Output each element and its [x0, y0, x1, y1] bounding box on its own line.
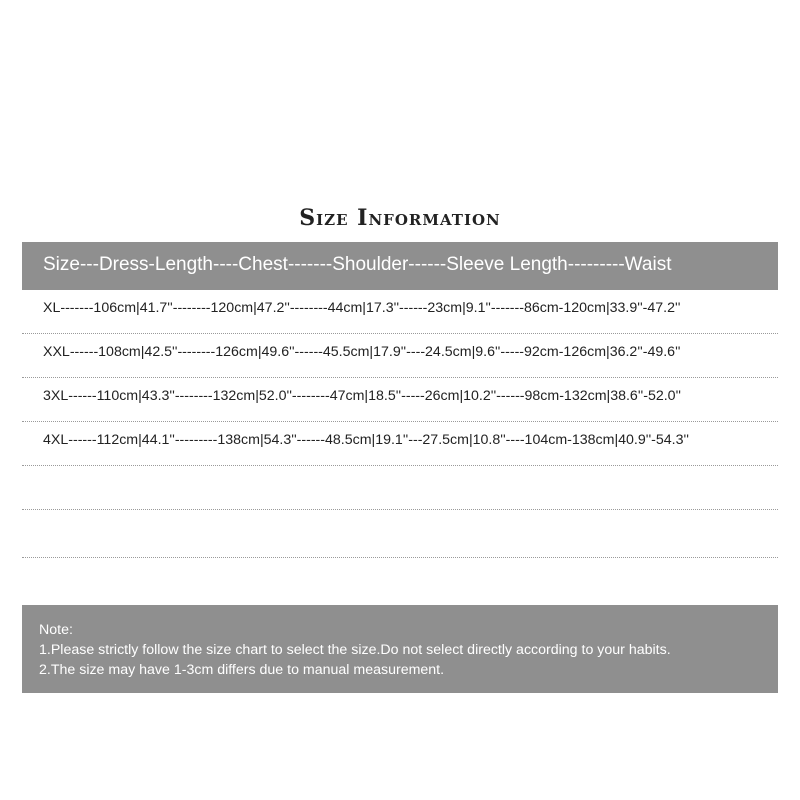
note-heading: Note: [39, 622, 73, 638]
row-text: 4XL------112cm|44.1''---------138cm|54.3''------48.5cm|19.1''---27.5cm|10.8''----104cm-138cm|40.9''-54.3'' [43, 432, 689, 448]
page-title: Size Information [299, 205, 501, 231]
note-line-2: 2.The size may have 1-3cm differs due to manual measurement. [39, 662, 445, 678]
note-box [22, 605, 778, 693]
row-text: XL-------106cm|41.7''--------120cm|47.2''--------44cm|17.3''------23cm|9.1''-------86cm-120cm|33.9''-47.2'' [43, 300, 681, 316]
table-row-empty [22, 514, 778, 558]
row-text: 3XL------110cm|43.3''--------132cm|52.0''--------47cm|18.5''-----26cm|10.2''------98cm-132cm|38.6''-52.0'' [43, 388, 681, 404]
table-row [22, 334, 778, 378]
table-row [22, 378, 778, 422]
table-row-empty [22, 466, 778, 510]
row-text: XXL------108cm|42.5''--------126cm|49.6''------45.5cm|17.9''----24.5cm|9.6''-----92cm-126cm|36.2''-49.6'' [43, 344, 681, 360]
table-header: Size---Dress-Length----Chest-------Shoulder------Sleeve Length---------Waist [22, 242, 778, 290]
table-row [22, 422, 778, 466]
note-line-1: 1.Please strictly follow the size chart to select the size.Do not select directly according to your habits. [39, 642, 671, 658]
table-row [22, 290, 778, 334]
